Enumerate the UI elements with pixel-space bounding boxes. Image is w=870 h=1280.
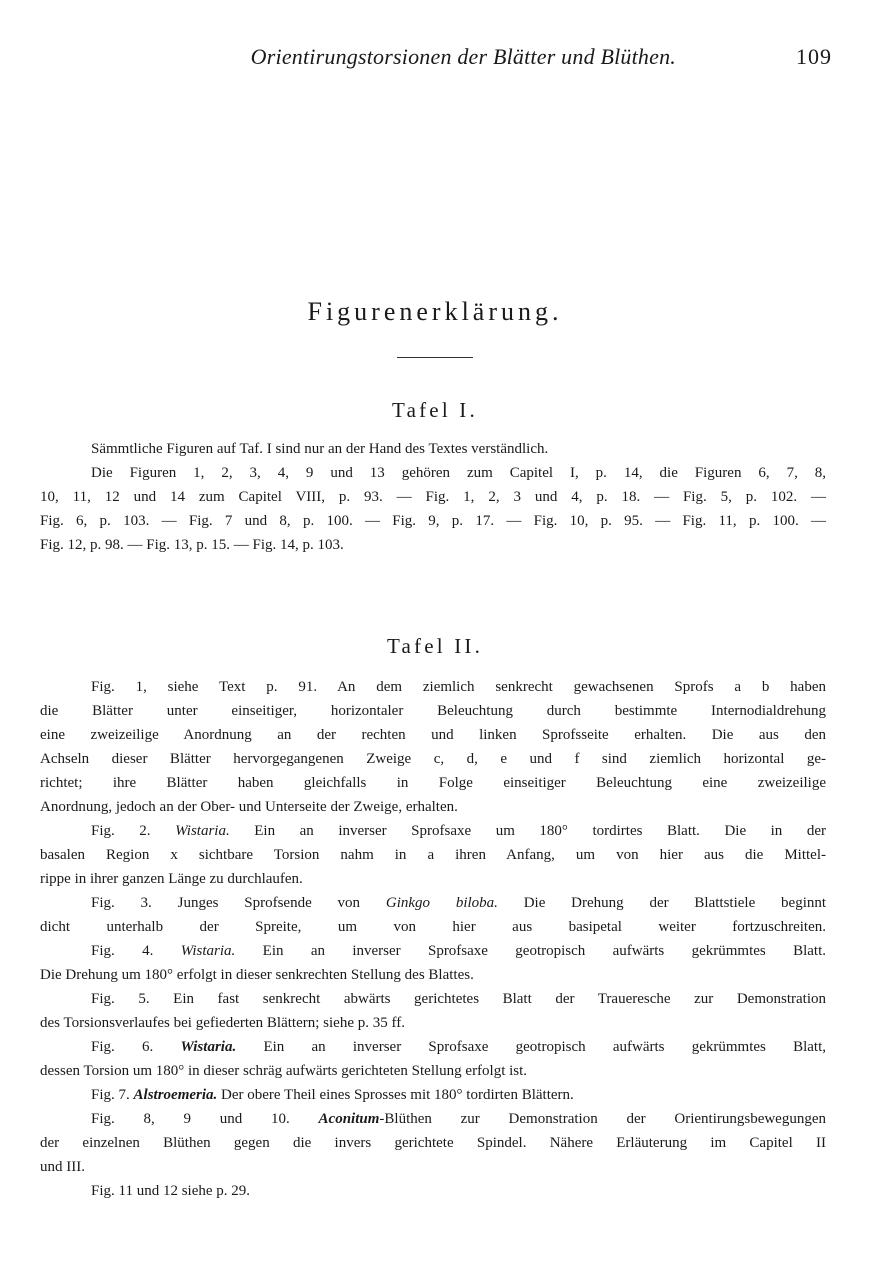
fig1-line: richtet; ihre Blätter haben gleichfalls in Folge einseitiger Beleuchtung eine zweizeilige (40, 775, 826, 791)
fig4-line: Die Drehung um 180° erfolgt in dieser senkrechten Stellung des Blattes. (40, 967, 474, 983)
fig5-line: des Torsionsverlaufes bei gefiederten Blättern; siehe p. 35 ff. (40, 1015, 405, 1031)
text-line: 10, 11, 12 und 14 zum Capitel VIII, p. 93. — Fig. 1, 2, 3 und 4, p. 18. — Fig. 5, p. 102. — (40, 489, 826, 505)
fig1-line: die Blätter unter einseitiger, horizontaler Beleuchtung durch bestimmte Internodialdrehung (40, 703, 826, 719)
text-line: Fig. 12, p. 98. — Fig. 13, p. 15. — Fig. 14, p. 103. (40, 537, 344, 553)
fig8-line: und III. (40, 1159, 85, 1175)
fig5-line: Fig. 5. Ein fast senkrecht abwärts gerichtetes Blatt der Traueresche zur Demonstration (91, 991, 826, 1007)
genus-name: Aconitum (318, 1111, 380, 1127)
tafel1-text (40, 437, 826, 557)
fig3-line: dicht unterhalb der Spreite, um von hier aus basipetal weiter fortzuschreiten. (40, 919, 826, 935)
genus-name: Ginkgo biloba. (385, 895, 498, 911)
genus-name: Alstroemeria. (133, 1087, 218, 1103)
fig4-line: Fig. 4. Wistaria. Ein an inverser Sprofsaxe geotropisch aufwärts gekrümmtes Blatt. (91, 943, 827, 959)
fig6-line: Fig. 6. Wistaria. Ein an inverser Sprofsaxe geotropisch aufwärts gekrümmtes Blatt, (91, 1039, 827, 1055)
fig1-line: Anordnung, jedoch an der Ober- und Unterseite der Zweige, erhalten. (40, 799, 458, 815)
fig6-line: dessen Torsion um 180° in dieser schräg aufwärts gerichteten Stellung erfolgt ist. (40, 1063, 528, 1079)
genus-name: Wistaria. (180, 1039, 237, 1055)
fig2-line: basalen Region x sichtbare Torsion nahm in a ihren Anfang, um von hier aus die Mittel- (40, 847, 826, 863)
fig1-line: Achseln dieser Blätter hervorgegangenen Zweige c, d, e und f sind ziemlich horizontal ge- (40, 751, 826, 767)
fig11-line: Fig. 11 und 12 siehe p. 29. (91, 1183, 251, 1199)
tafel2-heading: Tafel II. (386, 634, 484, 658)
fig8-line: Fig. 8, 9 und 10. Aconitum-Blüthen zur Demonstration der Orientirungsbewegungen (91, 1111, 827, 1127)
text-line: Fig. 6, p. 103. — Fig. 7 und 8, p. 100. — Fig. 9, p. 17. — Fig. 10, p. 95. — Fig. 11, p. 100. — (40, 513, 826, 529)
fig1-line: eine zweizeilige Anordnung an der rechten und linken Sprofsseite erhalten. Die aus den (40, 727, 826, 743)
fig8-line: der einzelnen Blüthen gegen die invers gerichtete Spindel. Nähere Erläuterung im Capitel II (40, 1135, 826, 1151)
genus-name: Wistaria. (180, 943, 236, 959)
tafel2-text (40, 675, 826, 1203)
fig3-line: Fig. 3. Junges Sprofsende von Ginkgo biloba. Die Drehung der Blattstiele beginnt (91, 895, 827, 911)
tafel1-heading: Tafel I. (392, 398, 478, 422)
text-line: Sämmtliche Figuren auf Taf. I sind nur an der Hand des Textes verständlich. (91, 441, 549, 457)
fig1-line: Fig. 1, siehe Text p. 91. An dem ziemlich senkrecht gewachsenen Sprofs a b haben (91, 679, 826, 695)
fig2-line: rippe in ihrer ganzen Länge zu durchlaufen. (40, 871, 303, 887)
main-heading: Figurenerklärung. (307, 297, 563, 326)
page-number: 109 (796, 44, 832, 69)
running-title: Orientirungstorsionen der Blätter und Blüthen. (250, 44, 676, 69)
fig2-line: Fig. 2. Wistaria. Ein an inverser Sprofsaxe um 180° tordirtes Blatt. Die in der (91, 823, 827, 839)
heading-rule (397, 357, 473, 358)
text-line: Die Figuren 1, 2, 3, 4, 9 und 13 gehören zum Capitel I, p. 14, die Figuren 6, 7, 8, (91, 465, 826, 481)
genus-name: Wistaria. (175, 823, 230, 839)
fig7-line: Fig. 7. Alstroemeria. Der obere Theil eines Sprosses mit 180° tordirten Blättern. (91, 1087, 574, 1103)
